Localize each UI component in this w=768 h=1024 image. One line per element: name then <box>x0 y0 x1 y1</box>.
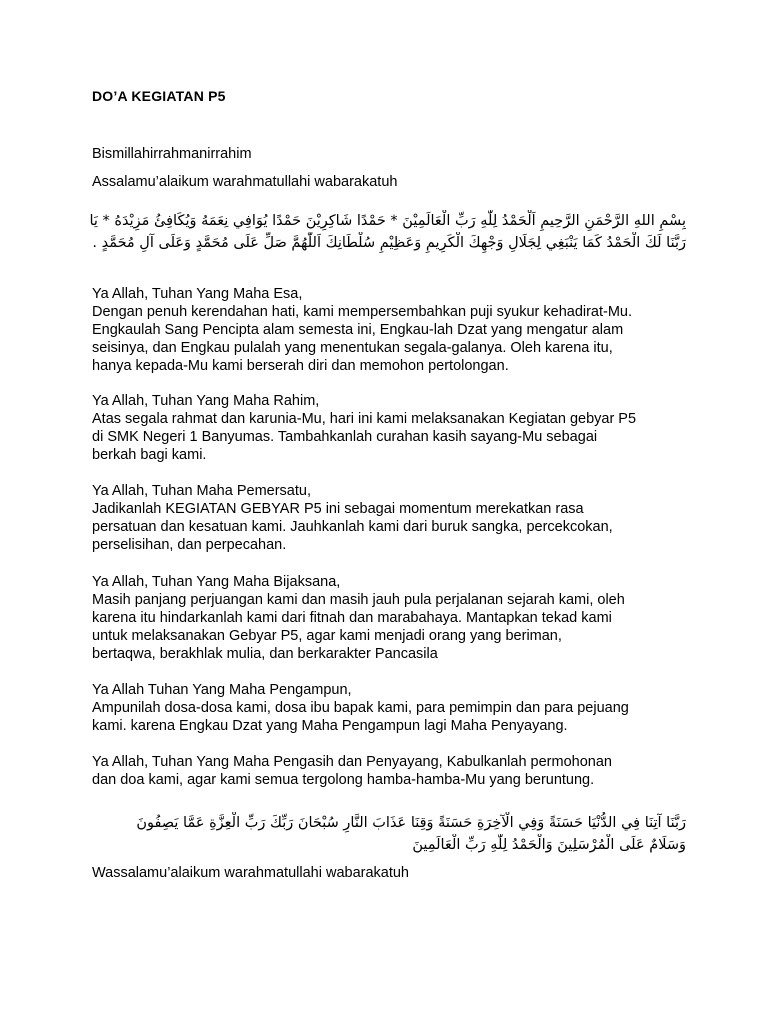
opening-greeting: Assalamu’alaikum warahmatullahi wabarakatuh <box>92 174 398 190</box>
paragraph-line: bertaqwa, berakhlak mulia, dan berkarakter Pancasila <box>92 646 438 662</box>
arabic-line: رَبَّنَا آتِنَا فِي الدُّنْيَا حَسَنَةً وَفِي الْآخِرَةِ حَسَنَةً وَقِنَا عَذَابَ النَّارِ سُبْحَانَ رَبِّكَ رَبِّ الْعِزَّةِ عَمَّا يَصِفُونَ <box>136 815 686 831</box>
arabic-line: بِسْمِ اللهِ الرَّحْمَنِ الرَّحِيمِ اَلْحَمْدُ لِلّٰهِ رَبِّ الْعَالَمِيْنَ * حَمْدًا شَاكِرِيْنَ حَمْدًا يُوَافِي نِعَمَهُ وَيُكَافِئُ مَزِيْدَهُ * يَا <box>89 213 686 229</box>
prayer-paragraph-5 <box>92 681 692 735</box>
paragraph-line: Ya Allah Tuhan Yang Maha Pengampun, <box>92 682 352 698</box>
paragraph-line: Ya Allah, Tuhan Yang Maha Bijaksana, <box>92 574 341 590</box>
paragraph-line: Ya Allah, Tuhan Maha Pemersatu, <box>92 483 311 499</box>
paragraph-line: Ya Allah, Tuhan Yang Maha Rahim, <box>92 393 320 409</box>
arabic-closing-prayer <box>86 812 686 856</box>
paragraph-line: Engkaulah Sang Pencipta alam semesta ini, Engkau-lah Dzat yang mengatur alam <box>92 322 624 338</box>
paragraph-line: perselisihan, dan perpecahan. <box>92 537 287 553</box>
paragraph-line: Dengan penuh kerendahan hati, kami mempersembahkan puji syukur kehadirat-Mu. <box>92 304 633 320</box>
paragraph-line: kami. karena Engkau Dzat yang Maha Pengampun lagi Maha Penyayang. <box>92 718 568 734</box>
arabic-line: وَسَلَامٌ عَلَى الْمُرْسَلِينَ وَالْحَمْدُ لِلّٰهِ رَبِّ الْعَالَمِينَ <box>412 837 686 853</box>
paragraph-line: seisinya, dan Engkau pulalah yang menentukan segala-galanya. Oleh karena itu, <box>92 340 613 356</box>
arabic-opening-prayer <box>86 210 686 254</box>
paragraph-line: Ya Allah, Tuhan Yang Maha Esa, <box>92 286 303 302</box>
paragraph-line: berkah bagi kami. <box>92 447 207 463</box>
basmalah-text: Bismillahirrahmanirrahim <box>92 146 252 162</box>
paragraph-line: Atas segala rahmat dan karunia-Mu, hari ini kami melaksanakan Kegiatan gebyar P5 <box>92 411 637 427</box>
prayer-paragraph-6 <box>92 753 692 789</box>
paragraph-line: Jadikanlah KEGIATAN GEBYAR P5 ini sebagai momentum merekatkan rasa <box>92 501 584 517</box>
prayer-paragraph-1 <box>92 285 692 375</box>
prayer-paragraph-3 <box>92 482 692 554</box>
paragraph-line: Ya Allah, Tuhan Yang Maha Pengasih dan Penyayang, Kabulkanlah permohonan <box>92 754 612 770</box>
paragraph-line: Masih panjang perjuangan kami dan masih jauh pula perjalanan sejarah kami, oleh <box>92 592 625 608</box>
closing-greeting: Wassalamu’alaikum warahmatullahi wabarakatuh <box>92 865 409 881</box>
paragraph-line: di SMK Negeri 1 Banyumas. Tambahkanlah curahan kasih sayang-Mu sebagai <box>92 429 598 445</box>
paragraph-line: hanya kepada-Mu kami berserah diri dan memohon pertolongan. <box>92 358 509 374</box>
paragraph-line: Ampunilah dosa-dosa kami, dosa ibu bapak kami, para pemimpin dan para pejuang <box>92 700 629 716</box>
paragraph-line: untuk melaksanakan Gebyar P5, agar kami menjadi orang yang beriman, <box>92 628 562 644</box>
document-title: DO’A KEGIATAN P5 <box>92 88 226 104</box>
arabic-line: رَبَّنَا لَكَ الْحَمْدُ كَمَا يَنْبَغِي لِجَلَالِ وَجْهِكَ الْكَرِيمِ وَعَظِيْمِ سُلْطَانِكَ اَللّٰهُمَّ صَلِّ عَلَى مُحَمَّدٍ وَعَلَى آلِ مُحَمَّدٍ . <box>92 235 686 251</box>
prayer-paragraph-2 <box>92 392 692 464</box>
prayer-paragraph-4 <box>92 573 692 663</box>
paragraph-line: dan doa kami, agar kami semua tergolong hamba-hamba-Mu yang beruntung. <box>92 772 595 788</box>
paragraph-line: persatuan dan kesatuan kami. Jauhkanlah kami dari buruk sangka, percekcokan, <box>92 519 613 535</box>
paragraph-line: karena itu hindarkanlah kami dari fitnah dan marabahaya. Mantapkan tekad kami <box>92 610 612 626</box>
